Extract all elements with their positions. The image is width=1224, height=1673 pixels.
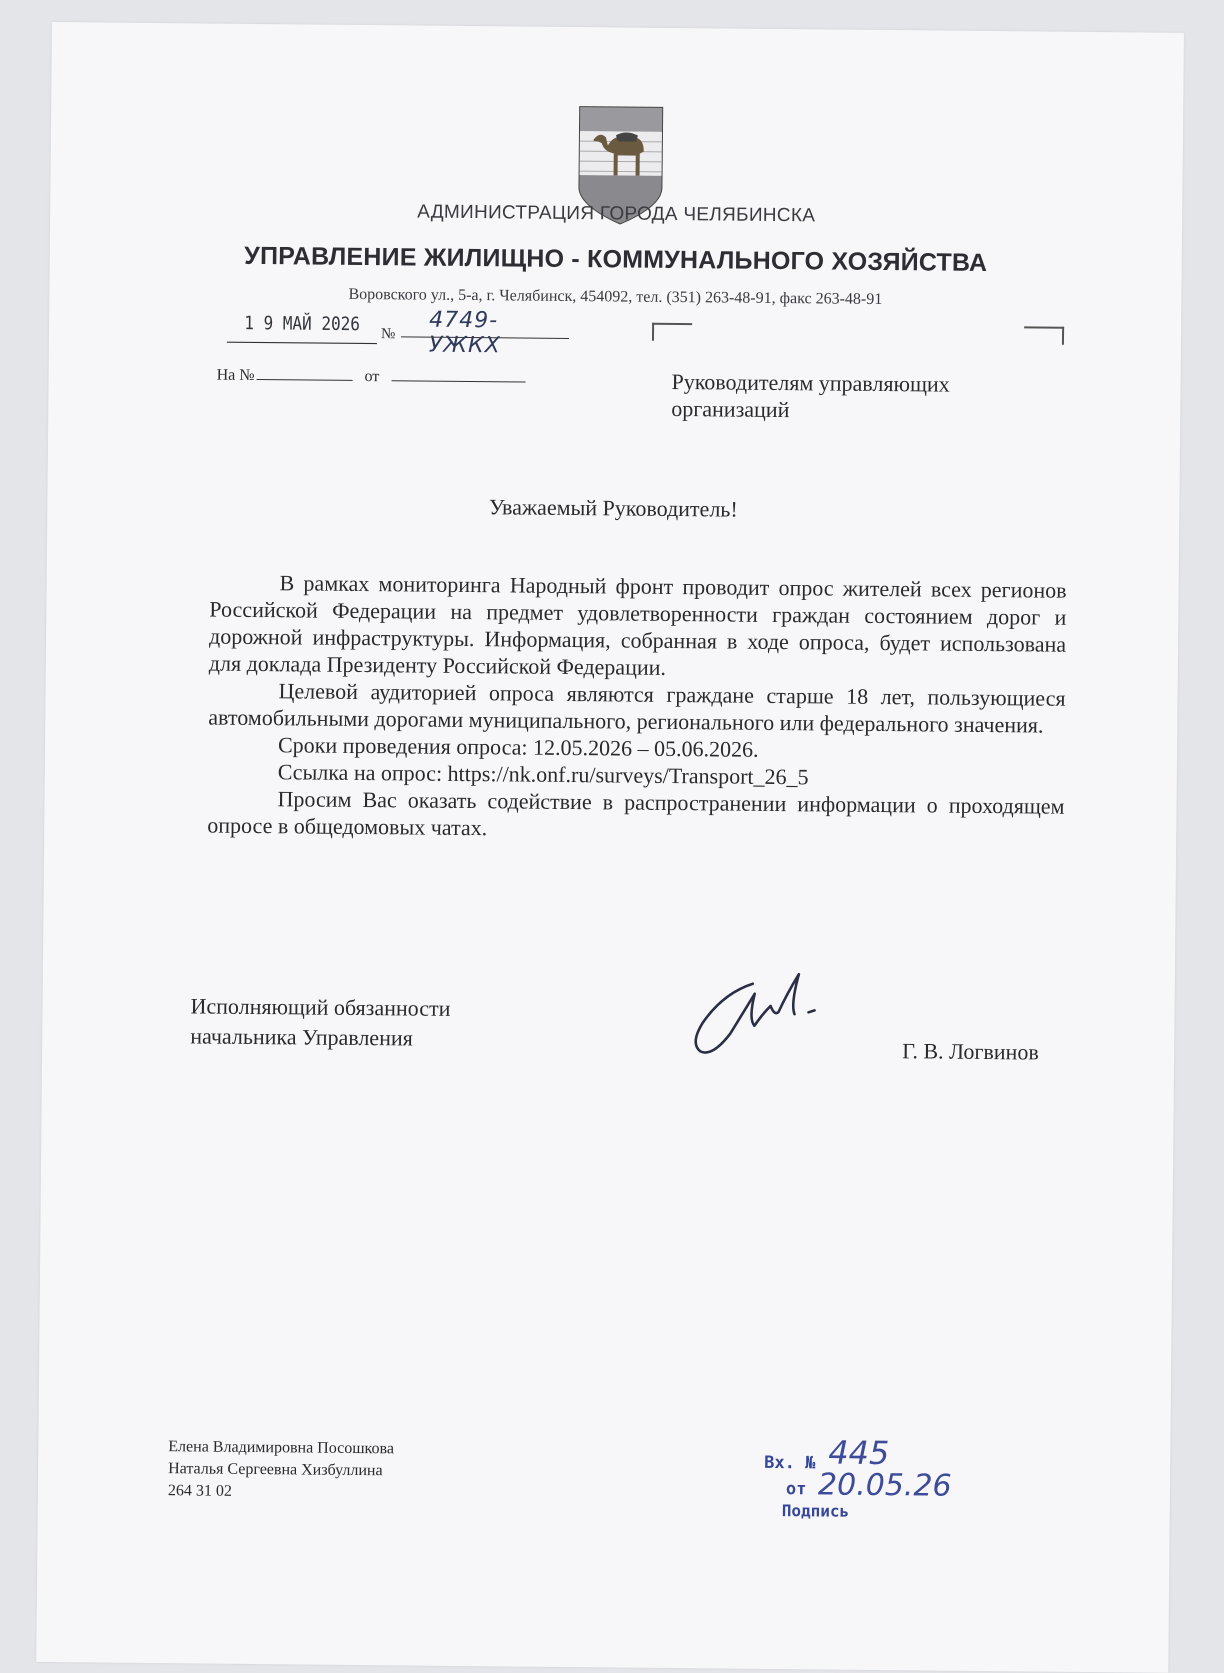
department-name: УПРАВЛЕНИЕ ЖИЛИЩНО - КОММУНАЛЬНОГО ХОЗЯЙСТВА	[244, 241, 988, 277]
incoming-date-label: от	[785, 1479, 807, 1500]
body-paragraph: В рамках мониторинга Народный фронт проводит опрос жителей всех регионов Российской Федерации на предмет удовлетворенности граждан состоянием дорог и дорожной инфраструктуры. Информация, собранная в ходе опроса, будет использована для доклада Президенту Российской Федерации.	[208, 570, 1067, 680]
recipient: Руководителям управляющих организаций	[671, 368, 950, 423]
reply-to-number-line	[256, 367, 352, 381]
address-corner-left	[652, 323, 692, 341]
executor-line: Наталья Сергеевна Хизбуллина	[168, 1460, 383, 1480]
executors	[168, 1436, 394, 1504]
signatory-title-line: Исполняющий обязанности	[190, 993, 451, 1021]
body-paragraph: Целевой аудиторией опроса являются граждане старше 18 лет, пользующиеся автомобильными дорогами муниципального, регионального или федерального значения.	[208, 678, 1066, 738]
letter-body	[207, 569, 1067, 847]
signatory-title	[190, 991, 450, 1053]
number-label: №	[380, 326, 396, 343]
incoming-number-label: Вх. №	[764, 1452, 816, 1474]
signatory-title-line: начальника Управления	[190, 1023, 413, 1051]
reply-to-date-line	[391, 368, 525, 382]
body-paragraph: Сроки проведения опроса: 12.05.2026 – 05.06.2026.	[277, 732, 759, 762]
outgoing-date-stamp: 1 9 МАЙ 2026	[227, 312, 377, 344]
executor-line: Елена Владимировна Посошкова	[168, 1438, 395, 1458]
letter-page	[36, 22, 1184, 1673]
handwritten-signature	[682, 963, 833, 1059]
from-label: от	[364, 368, 380, 386]
signatory-name: Г. В. Логвинов	[902, 1038, 1039, 1065]
incoming-signature-label: Подпись	[781, 1501, 850, 1521]
executor-line: 264 31 02	[167, 1482, 232, 1500]
address-corner-right	[1024, 326, 1064, 344]
department-address: Воровского ул., 5-а, г. Челябинск, 454092, тел. (351) 263-48-91, факс 263-48-91	[348, 285, 883, 308]
incoming-stamp	[758, 1427, 989, 1519]
incoming-number: 445	[828, 1433, 890, 1473]
reply-to-row	[217, 367, 526, 388]
incoming-date: 20.05.26	[817, 1467, 952, 1504]
reply-to-label: На №	[216, 366, 255, 384]
body-paragraph: Ссылка на опрос: https://nk.onf.ru/surveys/Transport_26_5	[277, 759, 809, 790]
greeting: Уважаемый Руководитель!	[488, 494, 738, 522]
administration-name: АДМИНИСТРАЦИЯ ГОРОДА ЧЕЛЯБИНСКА	[417, 201, 816, 227]
outgoing-number: 4749-УЖКХ	[401, 307, 569, 339]
body-paragraph: Просим Вас оказать содействие в распространении информации о проходящем опросе в общедомовых чатах.	[207, 786, 1065, 841]
